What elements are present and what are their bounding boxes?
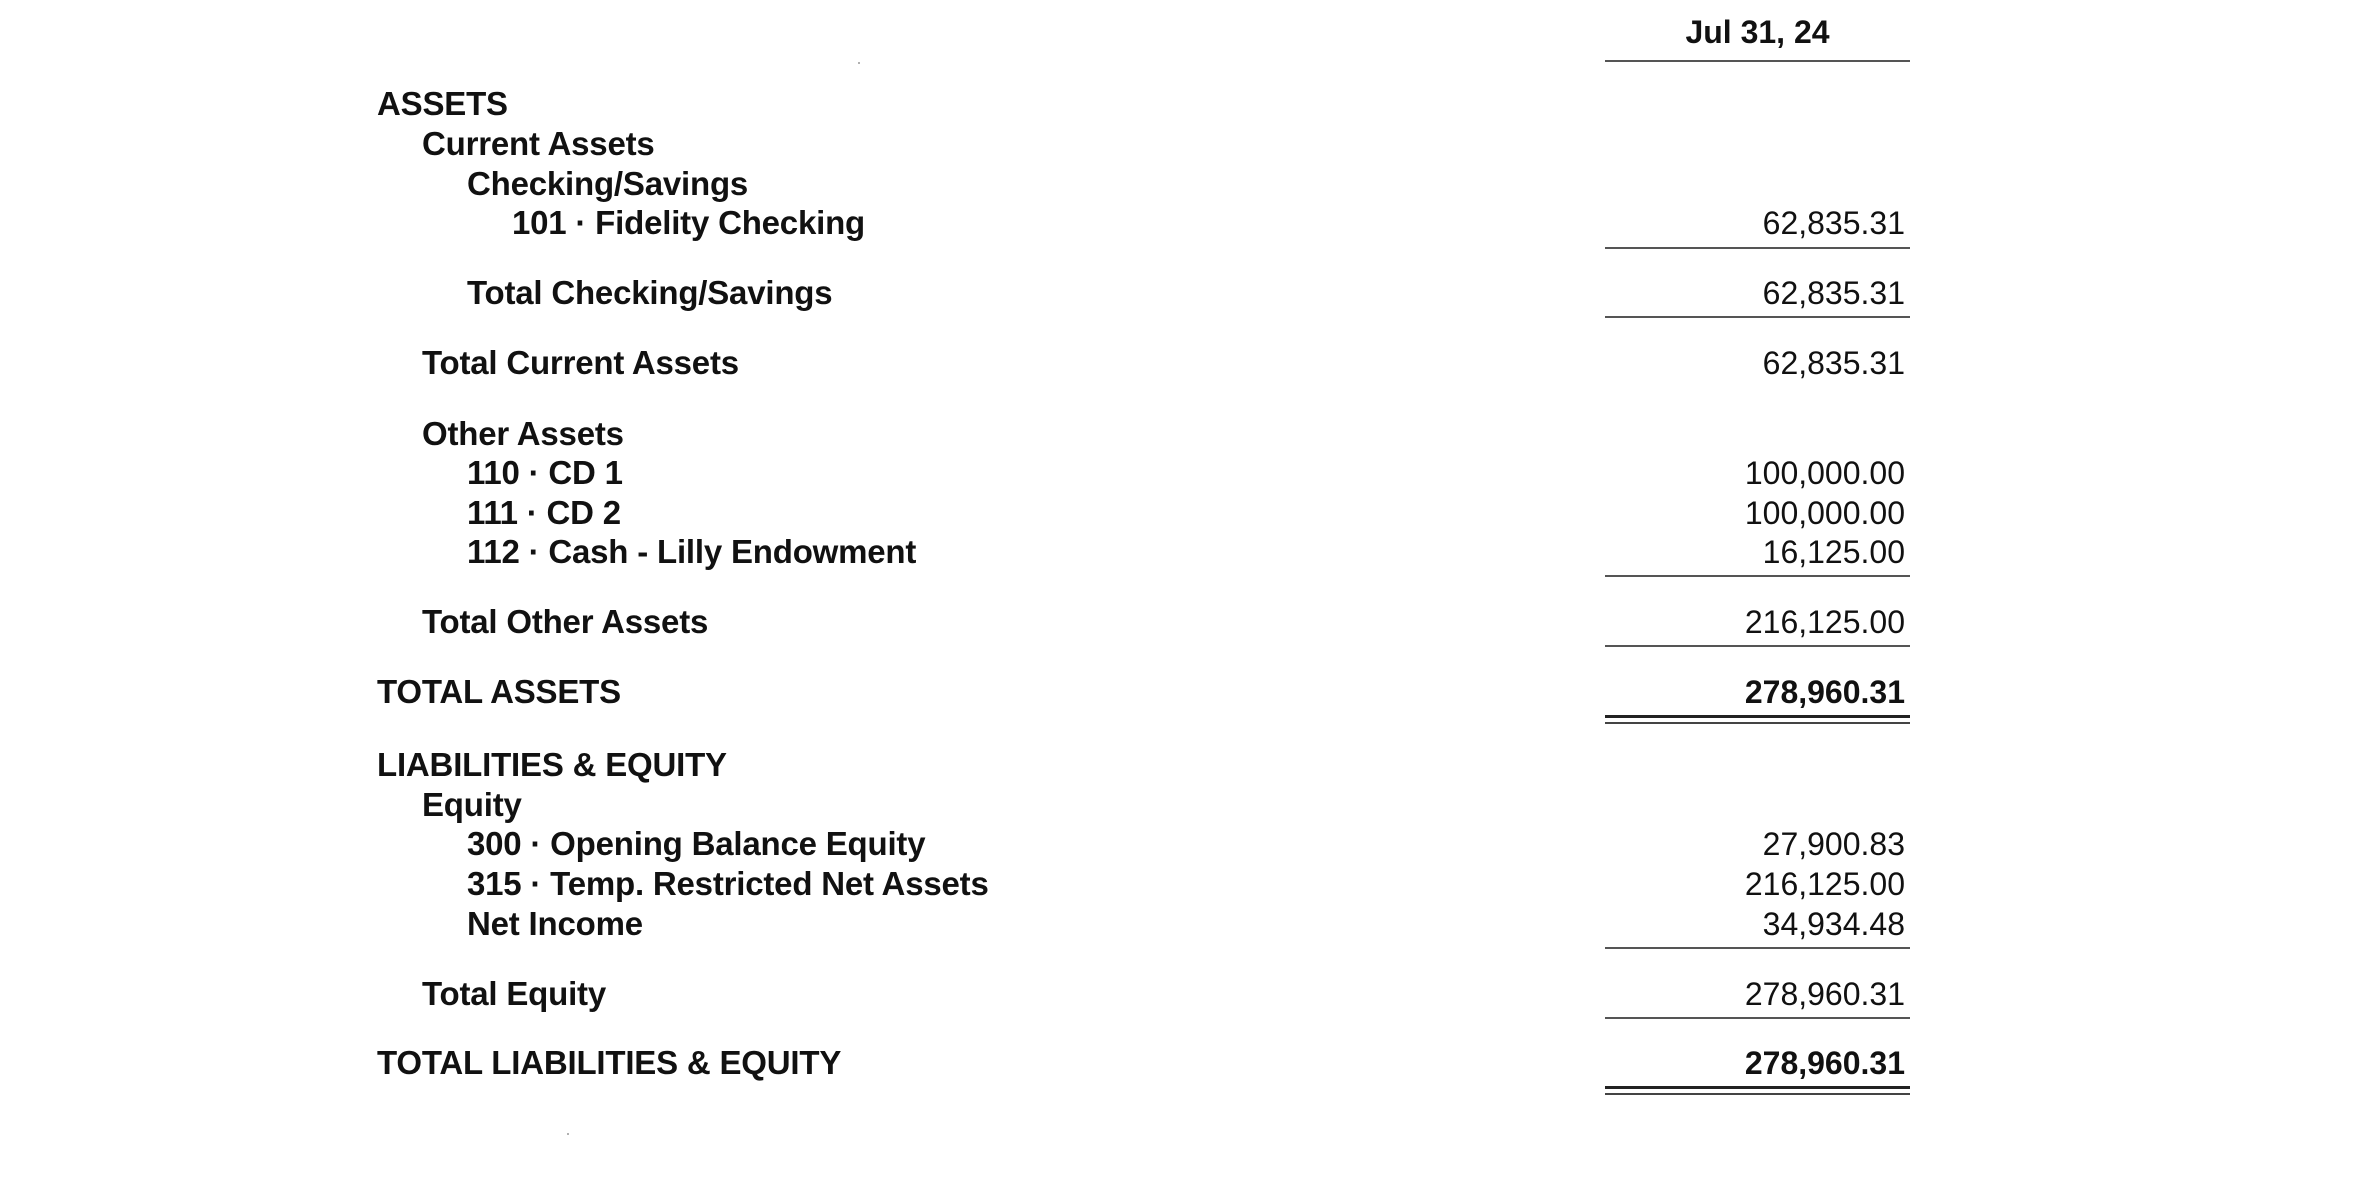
- row-label: 300 · Opening Balance Equity: [467, 825, 926, 862]
- row-amount: 100,000.00: [1744, 455, 1905, 491]
- grand-total-double-rule: [1605, 715, 1910, 724]
- subtotal-rule: [1605, 316, 1910, 318]
- row-amount: 27,900.83: [1762, 826, 1905, 862]
- row-amount: 62,835.31: [1762, 275, 1905, 311]
- row-amount: 34,934.48: [1762, 906, 1905, 942]
- total-assets-row: [0, 672, 2360, 712]
- row-amount: 278,960.31: [1744, 674, 1905, 710]
- lilly-endowment-row: [0, 532, 2360, 572]
- section-liabilities-equity-row: [0, 745, 2360, 785]
- total-liabilities-equity-row: [0, 1043, 2360, 1083]
- subtotal-rule: [1605, 645, 1910, 647]
- row-label: Equity: [422, 786, 522, 823]
- cd2-row: [0, 493, 2360, 533]
- row-label: ASSETS: [377, 85, 508, 122]
- subtotal-rule: [1605, 947, 1910, 949]
- opening-balance-equity-row: [0, 824, 2360, 864]
- row-label: Total Other Assets: [422, 603, 709, 640]
- row-amount: 216,125.00: [1744, 604, 1905, 640]
- section-assets-row: [0, 84, 2360, 124]
- row-label: Total Checking/Savings: [467, 274, 833, 311]
- cd1-row: [0, 453, 2360, 493]
- scan-speck: [858, 62, 860, 64]
- row-label: TOTAL ASSETS: [377, 673, 621, 710]
- total-other-assets-row: [0, 602, 2360, 642]
- row-label: Total Current Assets: [422, 344, 739, 381]
- grand-total-double-rule: [1605, 1086, 1910, 1095]
- total-checking-savings-row: [0, 273, 2360, 313]
- subtotal-rule: [1605, 247, 1910, 249]
- column-header-date: Jul 31, 24: [1605, 12, 1910, 62]
- row-label: Other Assets: [422, 415, 624, 452]
- total-current-assets-row: [0, 343, 2360, 383]
- row-amount: 278,960.31: [1744, 1045, 1905, 1081]
- subtotal-rule: [1605, 575, 1910, 577]
- row-amount: 100,000.00: [1744, 495, 1905, 531]
- row-amount: 216,125.00: [1744, 866, 1905, 902]
- row-label: 110 · CD 1: [467, 454, 623, 491]
- subtotal-rule: [1605, 1017, 1910, 1019]
- scan-speck: [567, 1133, 569, 1135]
- row-label: Total Equity: [422, 975, 606, 1012]
- temp-restricted-net-assets-row: [0, 864, 2360, 904]
- row-label: 101 · Fidelity Checking: [512, 204, 866, 241]
- row-label: Current Assets: [422, 125, 655, 162]
- row-label: Net Income: [467, 905, 643, 942]
- other-assets-row: [0, 414, 2360, 454]
- row-label: 111 · CD 2: [467, 494, 621, 531]
- row-amount: 16,125.00: [1762, 534, 1905, 570]
- row-amount: 62,835.31: [1762, 345, 1905, 381]
- row-label: Checking/Savings: [467, 165, 749, 202]
- net-income-row: [0, 904, 2360, 944]
- row-label: 315 · Temp. Restricted Net Assets: [467, 865, 989, 902]
- equity-row: [0, 785, 2360, 825]
- current-assets-row: [0, 124, 2360, 164]
- row-amount: 278,960.31: [1744, 976, 1905, 1012]
- fidelity-checking-row: [0, 203, 2360, 243]
- total-equity-row: [0, 974, 2360, 1014]
- row-label: LIABILITIES & EQUITY: [377, 746, 727, 783]
- row-label: 112 · Cash - Lilly Endowment: [467, 533, 917, 570]
- checking-savings-row: [0, 164, 2360, 204]
- row-label: TOTAL LIABILITIES & EQUITY: [377, 1044, 842, 1081]
- row-amount: 62,835.31: [1762, 205, 1905, 241]
